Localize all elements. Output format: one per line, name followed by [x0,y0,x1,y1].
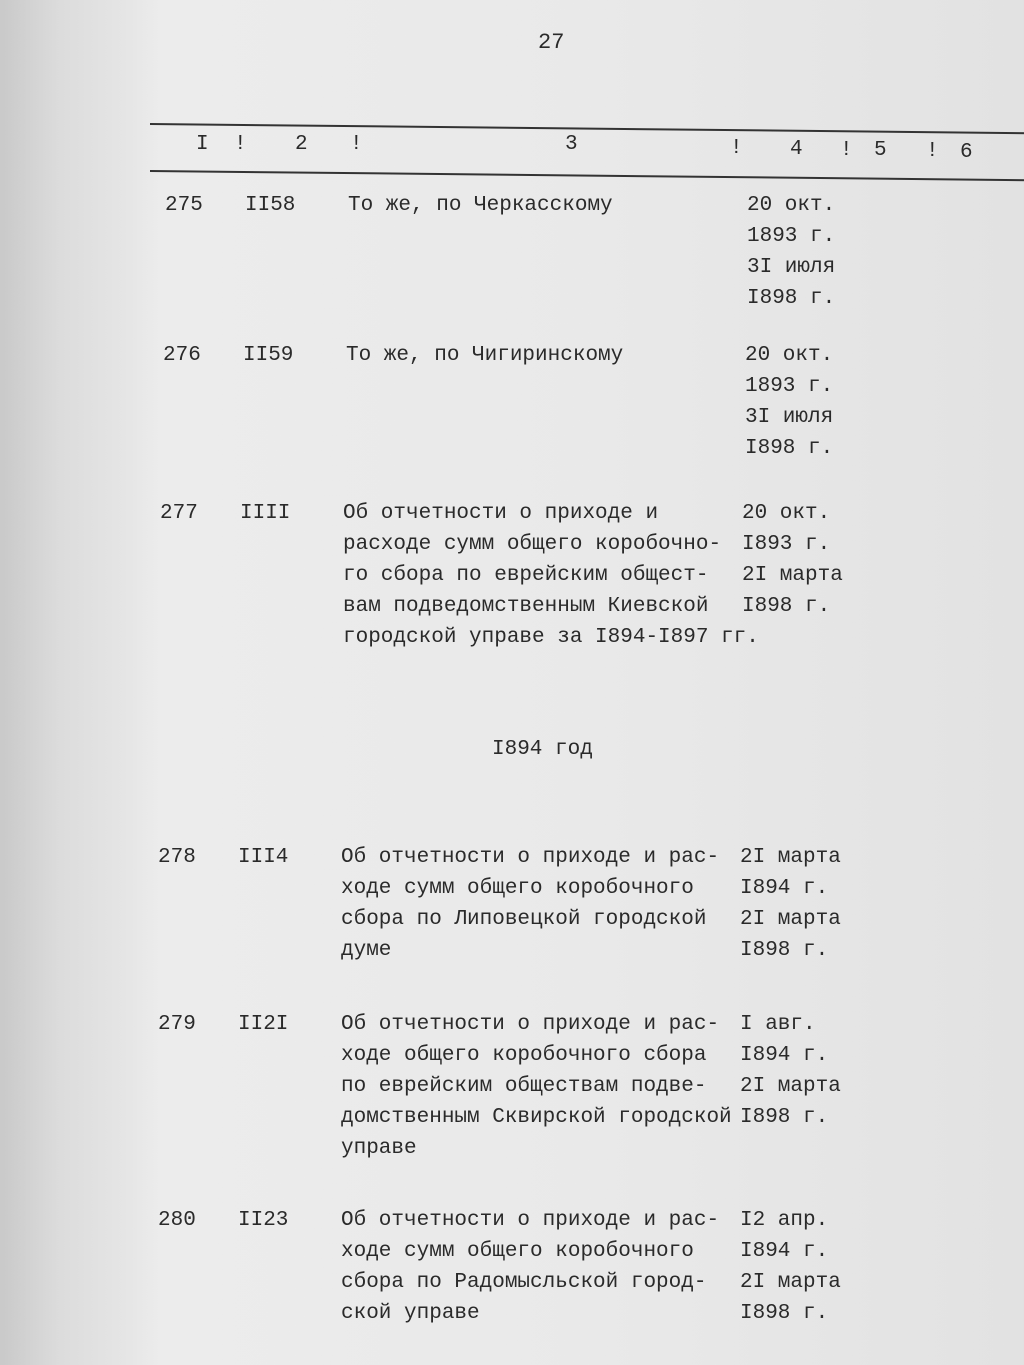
col-header-1: I [196,133,209,156]
description-line: вам подведомственным Киевской [343,595,709,618]
record-description [346,340,623,371]
description-line: ходе сумм общего коробочного [341,877,694,900]
record-description [341,842,719,966]
record-dates [742,498,843,622]
col-separator: ! [350,133,363,156]
record-dates [740,1009,841,1133]
date-line: 20 окт. [742,502,831,525]
description-line: Об отчетности о приходе и рас- [341,1209,720,1232]
record-dates [747,190,835,314]
col-separator: ! [730,137,743,160]
archive-number: IIII [240,502,291,525]
date-line: 2I марта [740,1075,841,1098]
date-line: I2 апр. [740,1209,829,1232]
date-line: 2I марта [740,908,841,931]
record-number: 277 [160,502,198,525]
date-line: I898 г. [740,1302,829,1325]
record-number: 280 [158,1209,196,1232]
description-line: То же, по Черкасскому [348,194,613,217]
description-line: го сбора по еврейским общест- [343,564,709,587]
date-line: 2I марта [740,1271,841,1294]
description-line: Об отчетности о приходе и [343,502,659,525]
description-line: сбора по Радомысльской город- [341,1271,707,1294]
date-line: I894 г. [740,1240,829,1263]
date-line: I894 г. [740,1044,829,1067]
description-line: по еврейским обществам подве- [341,1075,707,1098]
archive-number: II2I [238,1013,289,1036]
date-line: I898 г. [745,437,834,460]
date-line: I898 г. [740,1106,829,1129]
description-line: домственным Сквирской городской [341,1106,732,1129]
page-number: 27 [538,30,565,55]
record-dates [740,1205,841,1329]
date-line: 2I марта [742,564,843,587]
col-separator: ! [926,140,939,163]
col-separator: ! [234,133,247,156]
record-description [348,190,613,221]
section-heading: I894 год [492,738,593,761]
date-line: 3I июля [747,256,836,279]
archive-number: III4 [238,846,289,869]
record-dates [745,340,833,464]
col-header-3: 3 [565,133,578,156]
table-header-top-rule [150,123,1024,134]
date-line: 20 окт. [745,344,834,367]
record-number: 276 [163,344,201,367]
date-line: 1893 г. [745,375,834,398]
description-line: То же, по Чигиринскому [346,344,624,367]
col-header-4: 4 [790,138,803,161]
date-line: 3I июля [745,406,834,429]
description-line: управе [341,1137,417,1160]
record-number: 278 [158,846,196,869]
description-line: ходе сумм общего коробочного [341,1240,694,1263]
record-description [341,1205,719,1329]
description-line: городской управе за I894-I897 гг. [343,626,759,649]
record-description [341,1009,732,1164]
date-line: I893 г. [742,533,831,556]
record-number: 279 [158,1013,196,1036]
description-line: ской управе [341,1302,480,1325]
date-line: I898 г. [740,939,829,962]
date-line: 1893 г. [747,225,836,248]
archive-number: II58 [245,194,296,217]
description-line: думе [341,939,392,962]
col-separator: ! [840,139,853,162]
record-number: 275 [165,194,203,217]
record-description [343,498,759,653]
archive-number: II23 [238,1209,289,1232]
date-line: I898 г. [747,287,836,310]
table-header-bottom-rule [150,170,1024,181]
description-line: сбора по Липовецкой городской [341,908,707,931]
description-line: расходе сумм общего коробочно- [343,533,722,556]
description-line: ходе общего коробочного сбора [341,1044,707,1067]
date-line: 20 окт. [747,194,836,217]
col-header-6: 6 [960,141,973,164]
record-dates [740,842,841,966]
description-line: Об отчетности о приходе и рас- [341,846,720,869]
date-line: 2I марта [740,846,841,869]
col-header-5: 5 [874,139,887,162]
date-line: I898 г. [742,595,831,618]
archive-number: II59 [243,344,294,367]
col-header-2: 2 [295,133,308,156]
date-line: I894 г. [740,877,829,900]
date-line: I авг. [740,1013,816,1036]
description-line: Об отчетности о приходе и рас- [341,1013,720,1036]
